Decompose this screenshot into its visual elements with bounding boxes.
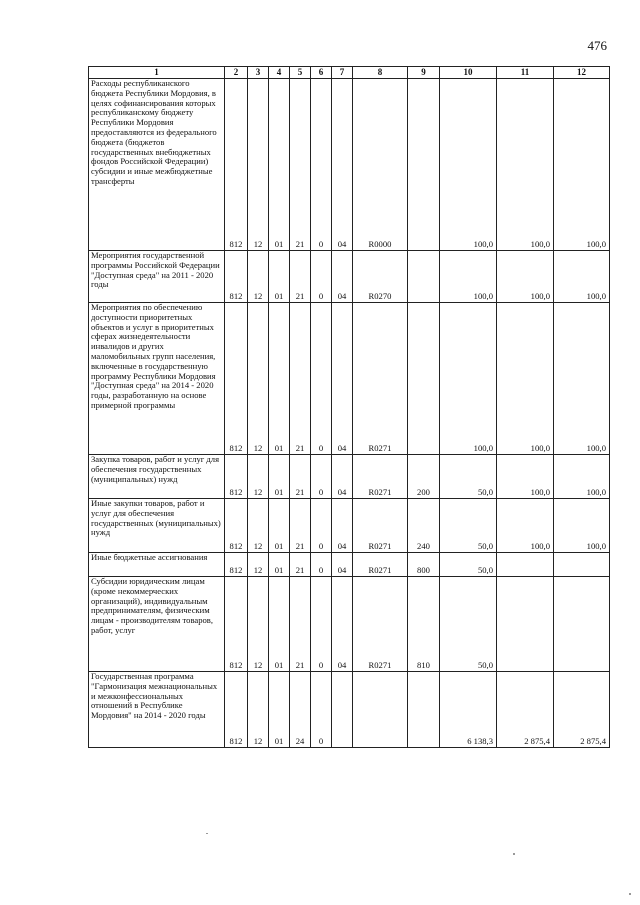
cell-c8: R0270 [353,251,408,303]
cell-c3: 12 [248,577,269,672]
cell-c2: 812 [225,303,248,455]
cell-c6: 0 [311,79,332,251]
cell-c10: 6 138,3 [440,672,497,748]
cell-c10: 100,0 [440,79,497,251]
cell-c8: R0000 [353,79,408,251]
row-name: Мероприятия государственной программы Российской Федерации "Доступная среда" на 2011 - 2020 годы [89,251,225,303]
cell-c5: 21 [290,79,311,251]
cell-c3: 12 [248,553,269,577]
cell-c2: 812 [225,672,248,748]
cell-c9: 200 [408,455,440,499]
cell-c7: 04 [332,553,353,577]
cell-c9 [408,672,440,748]
cell-c12: 100,0 [554,251,610,303]
cell-c8: R0271 [353,499,408,553]
cell-c5: 21 [290,303,311,455]
cell-c10: 50,0 [440,577,497,672]
cell-c9 [408,303,440,455]
row-name: Мероприятия по обеспечению доступности приоритетных объектов и услуг в приоритетных сферах жизнедеятельности инвалидов и других маломобильных групп населения, включенные в государственную программу Республики Мордовия "Доступная среда" на 2014 - 2020 годы, разработанную на основе примерной программы [89,303,225,455]
cell-c11: 100,0 [497,303,554,455]
cell-c10: 50,0 [440,499,497,553]
row-name: Иные закупки товаров, работ и услуг для обеспечения государственных (муниципальных) нужд [89,499,225,553]
cell-c5: 24 [290,672,311,748]
cell-c8: R0271 [353,577,408,672]
row-name: Расходы республиканского бюджета Республики Мордовия, в целях софинансирования которых республиканскому бюджету Республики Мордовия предоставляются из федерального бюджета (бюджетов государственных внебюджетных фондов Российской Федерации) субсидии и иные межбюджетные трансферты [89,79,225,251]
scan-speck [513,853,515,855]
cell-c2: 812 [225,499,248,553]
table-row [89,303,610,455]
cell-c5: 21 [290,499,311,553]
cell-c12: 100,0 [554,455,610,499]
cell-c7: 04 [332,79,353,251]
table-row [89,251,610,303]
cell-c4: 01 [269,303,290,455]
cell-c4: 01 [269,251,290,303]
cell-c7: 04 [332,499,353,553]
cell-c11 [497,553,554,577]
cell-c3: 12 [248,455,269,499]
cell-c6: 0 [311,303,332,455]
col-header-10: 10 [440,67,497,79]
cell-c4: 01 [269,499,290,553]
cell-c10: 100,0 [440,251,497,303]
scan-speck [206,833,208,834]
cell-c3: 12 [248,79,269,251]
cell-c4: 01 [269,553,290,577]
cell-c2: 812 [225,79,248,251]
table-row [89,553,610,577]
cell-c8: R0271 [353,303,408,455]
cell-c4: 01 [269,455,290,499]
cell-c3: 12 [248,499,269,553]
cell-c12: 2 875,4 [554,672,610,748]
table-row [89,79,610,251]
cell-c5: 21 [290,251,311,303]
cell-c11: 100,0 [497,455,554,499]
table-row [89,455,610,499]
cell-c10: 50,0 [440,553,497,577]
cell-c12: 100,0 [554,303,610,455]
cell-c11: 2 875,4 [497,672,554,748]
cell-c7: 04 [332,455,353,499]
cell-c5: 21 [290,455,311,499]
cell-c10: 100,0 [440,303,497,455]
cell-c6: 0 [311,251,332,303]
cell-c12 [554,577,610,672]
cell-c2: 812 [225,577,248,672]
cell-c3: 12 [248,672,269,748]
cell-c5: 21 [290,577,311,672]
col-header-12: 12 [554,67,610,79]
table-row [89,672,610,748]
row-name: Иные бюджетные ассигнования [89,553,225,577]
cell-c9: 240 [408,499,440,553]
cell-c10: 50,0 [440,455,497,499]
cell-c6: 0 [311,577,332,672]
col-header-2: 2 [225,67,248,79]
col-header-7: 7 [332,67,353,79]
cell-c9 [408,79,440,251]
header-row [89,67,610,79]
cell-c6: 0 [311,499,332,553]
cell-c12: 100,0 [554,79,610,251]
cell-c12 [554,553,610,577]
cell-c11: 100,0 [497,79,554,251]
budget-table [88,66,610,748]
cell-c7: 04 [332,251,353,303]
col-header-9: 9 [408,67,440,79]
row-name: Закупка товаров, работ и услуг для обеспечения государственных (муниципальных) нужд [89,455,225,499]
cell-c8 [353,672,408,748]
col-header-3: 3 [248,67,269,79]
cell-c4: 01 [269,577,290,672]
table-row [89,499,610,553]
cell-c2: 812 [225,455,248,499]
col-header-6: 6 [311,67,332,79]
cell-c3: 12 [248,251,269,303]
cell-c11 [497,577,554,672]
cell-c7 [332,672,353,748]
cell-c4: 01 [269,672,290,748]
cell-c8: R0271 [353,553,408,577]
cell-c5: 21 [290,553,311,577]
cell-c6: 0 [311,455,332,499]
page-number: 476 [587,38,607,53]
cell-c9 [408,251,440,303]
col-header-4: 4 [269,67,290,79]
col-header-5: 5 [290,67,311,79]
cell-c12: 100,0 [554,499,610,553]
cell-c9: 800 [408,553,440,577]
cell-c11: 100,0 [497,251,554,303]
col-header-11: 11 [497,67,554,79]
scan-speck [629,893,631,895]
col-header-1: 1 [89,67,225,79]
cell-c7: 04 [332,303,353,455]
cell-c11: 100,0 [497,499,554,553]
cell-c2: 812 [225,553,248,577]
cell-c8: R0271 [353,455,408,499]
table-row [89,577,610,672]
cell-c3: 12 [248,303,269,455]
cell-c4: 01 [269,79,290,251]
cell-c7: 04 [332,577,353,672]
cell-c2: 812 [225,251,248,303]
cell-c9: 810 [408,577,440,672]
row-name: Государственная программа "Гармонизация межнациональных и межконфессиональных отношений в Республике Мордовия" на 2014 - 2020 годы [89,672,225,748]
col-header-8: 8 [353,67,408,79]
cell-c6: 0 [311,553,332,577]
cell-c6: 0 [311,672,332,748]
row-name: Субсидии юридическим лицам (кроме некоммерческих организаций), индивидуальным предпринимателям, физическим лицам - производителям товаров, работ, услуг [89,577,225,672]
